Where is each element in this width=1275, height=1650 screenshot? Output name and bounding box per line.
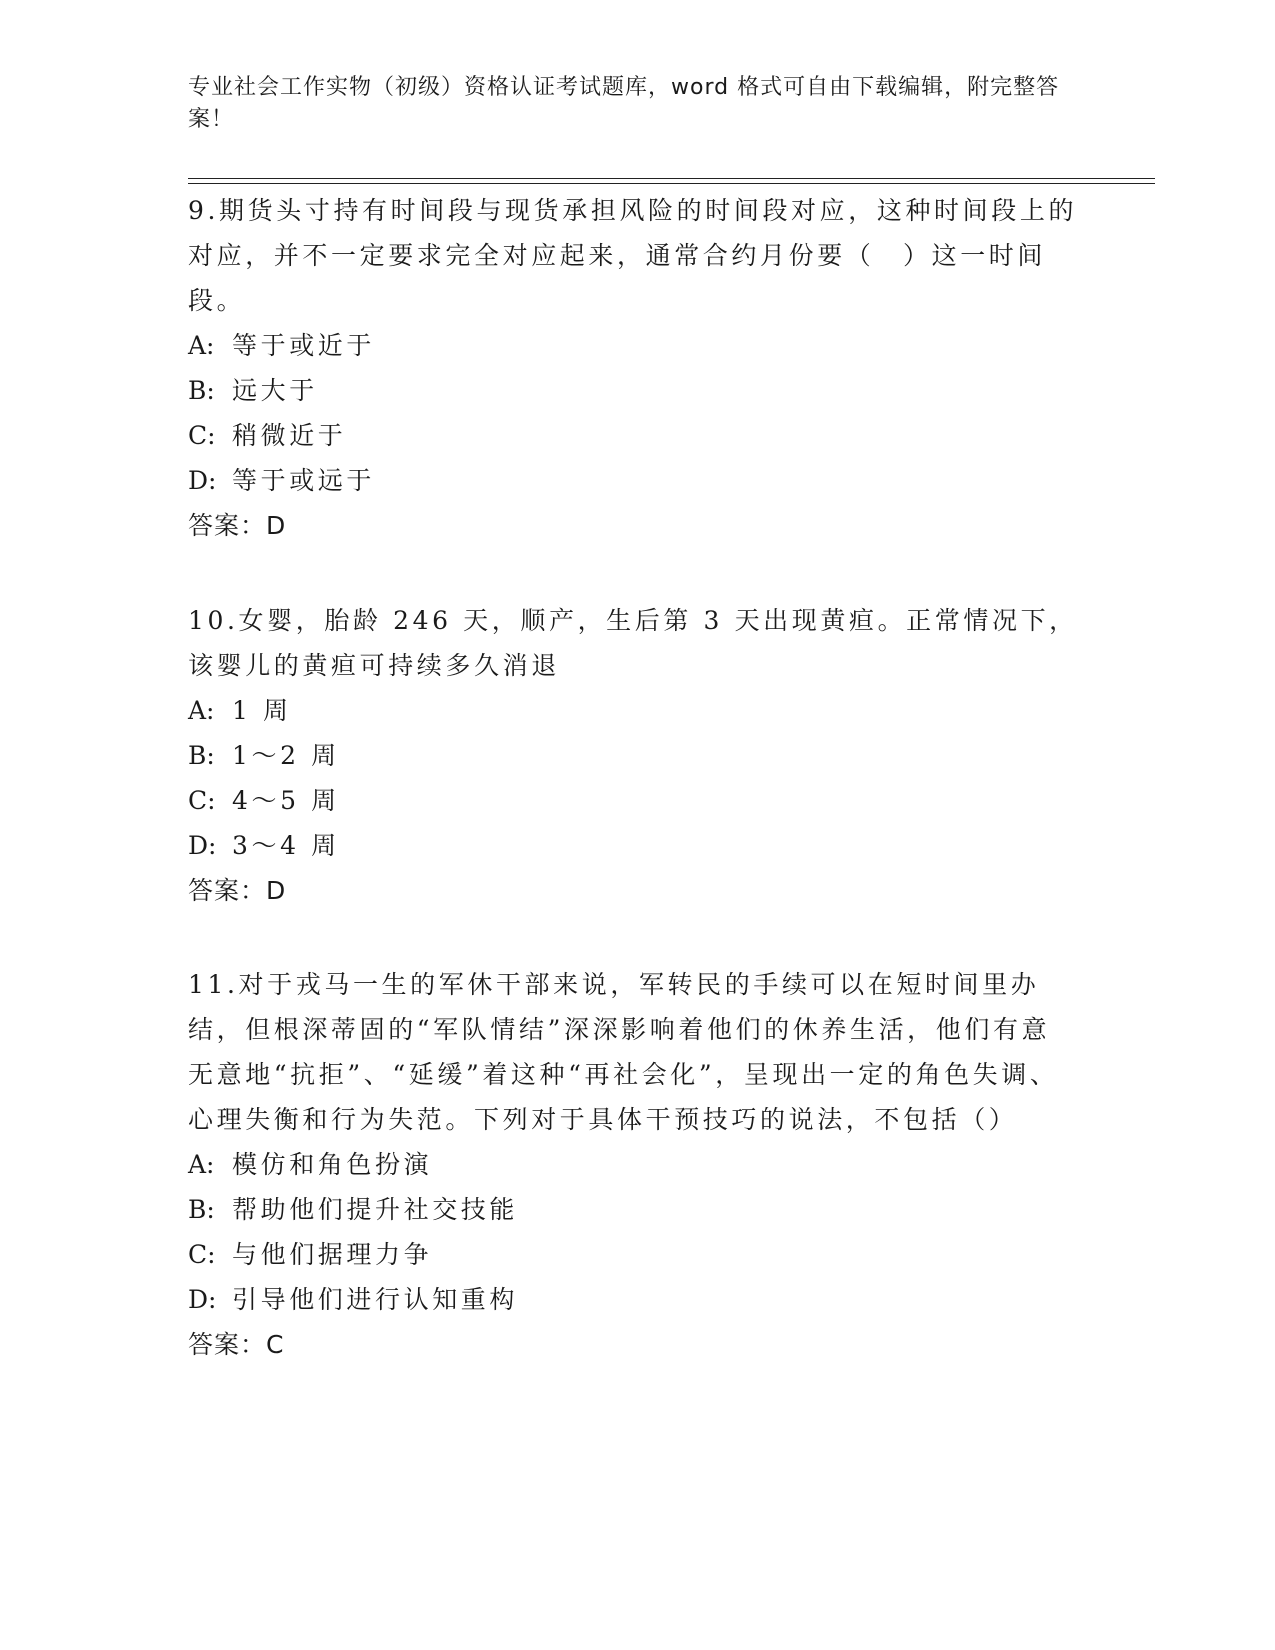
header-divider-bottom (188, 183, 1155, 184)
option-text: 模仿和角色扮演 (232, 1150, 433, 1179)
option-text: 引导他们进行认知重构 (232, 1285, 519, 1314)
option-b (188, 1187, 1078, 1232)
option-text: 4～5 周 (232, 786, 340, 815)
option-c (188, 1232, 1078, 1277)
question-11 (188, 962, 1078, 1367)
answer-line: 答案：D (188, 511, 287, 540)
document-header: 专业社会工作实物（初级）资格认证考试题库，word 格式可自由下载编辑，附完整答案！ (188, 75, 1060, 132)
option-b (188, 733, 1078, 778)
option-letter: D: (188, 831, 217, 860)
option-c (188, 413, 1078, 458)
option-a (188, 323, 1078, 368)
option-letter: B: (188, 741, 215, 770)
option-text: 帮助他们提升社交技能 (232, 1195, 519, 1224)
option-letter: C: (188, 421, 216, 450)
question-10 (188, 598, 1078, 913)
answer-line: 答案：C (188, 1330, 285, 1359)
question-stem: 10.女婴，胎龄 246 天，顺产，生后第 3 天出现黄疸。正常情况下，该婴儿的黄疸可持续多久消退 (188, 606, 1078, 680)
option-text: 3～4 周 (232, 831, 340, 860)
option-text: 1～2 周 (232, 741, 340, 770)
option-letter: D: (188, 466, 217, 495)
option-letter: A: (188, 1150, 215, 1179)
answer-line: 答案：D (188, 876, 287, 905)
option-a (188, 1142, 1078, 1187)
question-stem: 11.对于戎马一生的军休干部来说，军转民的手续可以在短时间里办结，但根深蒂固的“军队情结”深深影响着他们的休养生活，他们有意无意地“抗拒”、“延缓”着这种“再社会化”，呈现出一定的角色失调、心理失衡和行为失范。下列对于具体干预技巧的说法，不包括（） (188, 970, 1059, 1134)
option-text: 远大于 (232, 376, 318, 405)
option-a (188, 688, 1078, 733)
option-letter: C: (188, 1240, 216, 1269)
option-text: 等于或远于 (232, 466, 376, 495)
option-letter: D: (188, 1285, 217, 1314)
header-divider-top (188, 178, 1155, 179)
option-letter: A: (188, 696, 215, 725)
option-text: 与他们据理力争 (232, 1240, 433, 1269)
option-b (188, 368, 1078, 413)
option-letter: C: (188, 786, 216, 815)
option-c (188, 778, 1078, 823)
option-text: 稍微近于 (232, 421, 347, 450)
option-text: 1 周 (232, 696, 292, 725)
question-stem: 9.期货头寸持有时间段与现货承担风险的时间段对应，这种时间段上的对应，并不一定要求完全对应起来，通常合约月份要（ ）这一时间段。 (188, 196, 1078, 315)
option-letter: B: (188, 376, 215, 405)
option-text: 等于或近于 (232, 331, 376, 360)
option-d (188, 823, 1078, 868)
option-letter: A: (188, 331, 215, 360)
option-d (188, 458, 1078, 503)
option-d (188, 1277, 1078, 1322)
question-9 (188, 188, 1078, 548)
option-letter: B: (188, 1195, 215, 1224)
